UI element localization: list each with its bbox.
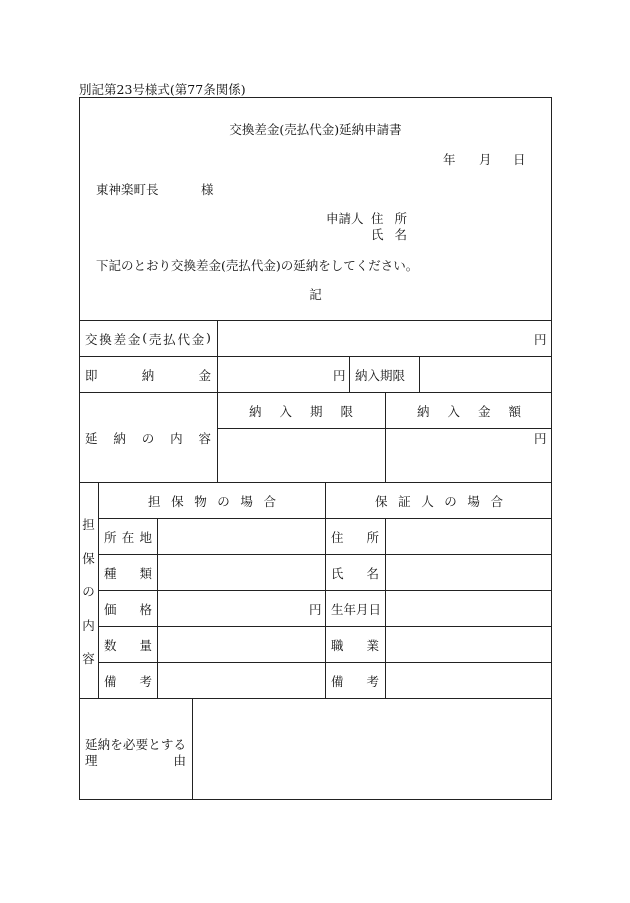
- applicant-label: 申請人: [326, 211, 364, 226]
- reason-label-line1: 延 納 を 必 要 と す る: [85, 737, 186, 752]
- addressee-honorific: 様: [201, 182, 214, 197]
- addressee-name: 東神楽町長: [96, 182, 159, 197]
- rule: [217, 320, 218, 482]
- applicant-name-label: 氏 名: [371, 227, 407, 242]
- rule: [385, 392, 386, 482]
- immediate-payment-yen: 円: [333, 368, 346, 383]
- guarantor-occupation-label: 職 業: [331, 638, 379, 653]
- type-label: 種 類: [104, 566, 152, 581]
- rule: [79, 698, 552, 699]
- rule: [79, 356, 552, 357]
- guarantor-header: 保 証 人 の 場 合: [375, 494, 503, 509]
- rule: [192, 698, 193, 800]
- rule: [349, 356, 350, 392]
- rule: [79, 392, 552, 393]
- payment-deadline-label: 納入期限: [355, 368, 406, 383]
- deferral-amount-yen: 円: [534, 431, 547, 446]
- price-label: 価 格: [104, 602, 152, 617]
- frame-bottom: [79, 799, 552, 800]
- exchange-money-yen: 円: [534, 332, 547, 347]
- ki-mark: 記: [309, 287, 322, 302]
- amount-header: 納 入 金 額: [417, 404, 521, 419]
- guarantor-birthdate-label: 生 年 月 日: [331, 602, 382, 617]
- date-day-label: 日: [513, 152, 526, 167]
- frame-left: [79, 97, 80, 800]
- collateral-header: 担 保 物 の 場 合: [148, 494, 276, 509]
- deferral-content-label: 延 納 の 内 容: [85, 431, 211, 446]
- form-title: 交換差金(売払代金)延納申請書: [229, 122, 402, 137]
- rule: [79, 482, 552, 483]
- rule: [157, 518, 158, 698]
- rule: [385, 518, 386, 698]
- form-number-note: 別記第23号様式(第77条関係): [79, 82, 246, 97]
- reason-label-line2: 理 由: [85, 753, 186, 768]
- guarantor-address-label: 住 所: [331, 530, 379, 545]
- frame-top: [79, 97, 552, 98]
- immediate-payment-label: 即 納 金: [85, 368, 211, 383]
- exchange-money-label: 交 換 差 金 ( 売 払 代 金 ): [85, 330, 211, 347]
- deadline-header: 納 入 期 限: [249, 404, 353, 419]
- date-year-label: 年: [443, 152, 456, 167]
- date-month-label: 月: [479, 152, 492, 167]
- remarks-label-left: 備 考: [104, 674, 152, 689]
- request-statement: 下記のとおり交換差金(売払代金)の延納をしてください。: [96, 258, 419, 273]
- location-label: 所 在 地: [104, 530, 152, 545]
- rule: [325, 482, 326, 698]
- rule: [419, 356, 420, 392]
- frame-right: [551, 97, 552, 800]
- guarantor-name-label: 氏 名: [331, 566, 379, 581]
- applicant-address-label: 住 所: [371, 211, 407, 226]
- collateral-side-label: 担 保 の 内 容: [82, 517, 95, 666]
- rule: [79, 320, 552, 321]
- remarks-label-right: 備 考: [331, 674, 379, 689]
- price-yen: 円: [309, 602, 322, 617]
- quantity-label: 数 量: [104, 638, 152, 653]
- rule: [98, 482, 99, 698]
